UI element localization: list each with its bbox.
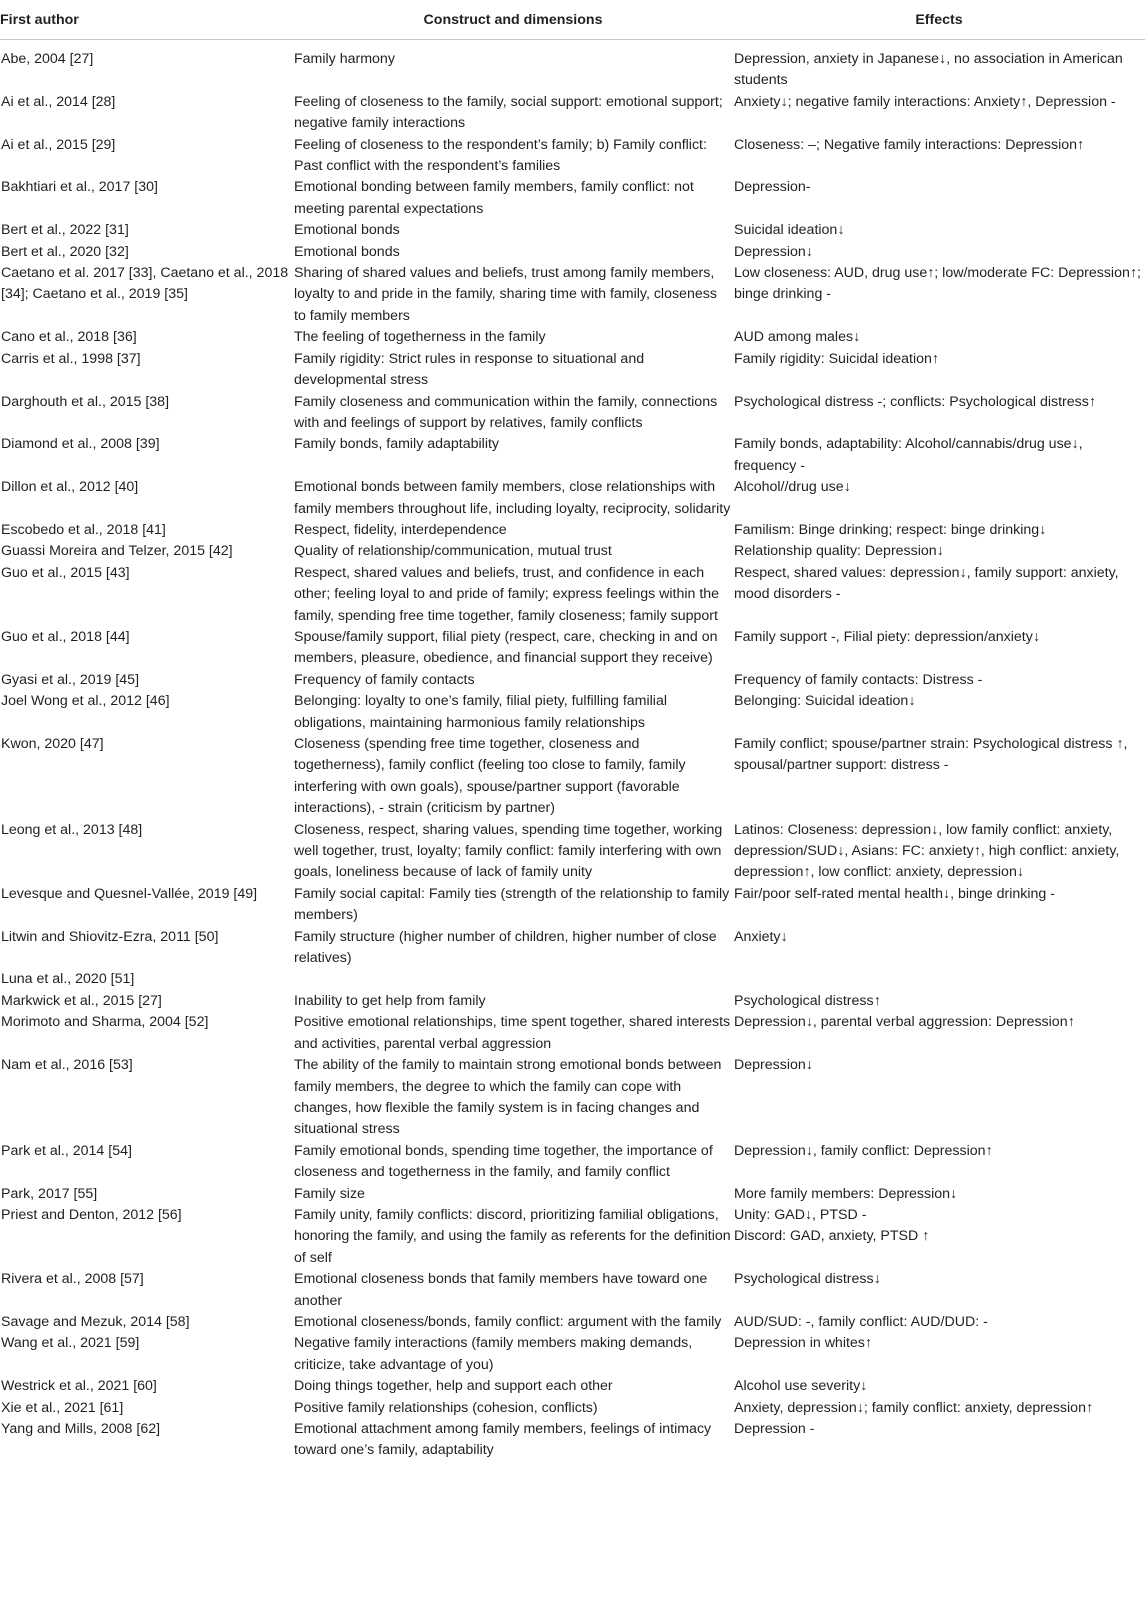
effects-cell: Family conflict; spouse/partner strain: Psychological distress ↑, spousal/partner support: distress - xyxy=(734,736,1128,774)
header-first-author: First author xyxy=(0,0,293,40)
author-cell: Gyasi et al., 2019 [45] xyxy=(1,671,140,688)
table-row xyxy=(0,220,1145,241)
author-cell: Dillon et al., 2012 [40] xyxy=(1,479,139,496)
construct-cell: Closeness (spending free time together, closeness and togetherness), family conflict (feeling too close to family, family interfering with own goals), spouse/partner support (favorable interactions), - strain (criticism by partner) xyxy=(294,736,686,817)
author-cell: Bert et al., 2020 [32] xyxy=(1,243,129,260)
table-row xyxy=(0,327,1145,348)
effects-cell: AUD/SUD: -, family conflict: AUD/DUD: - xyxy=(734,1313,988,1330)
effects-cell: Depression↓, family conflict: Depression↑ xyxy=(734,1142,993,1159)
author-cell: Bert et al., 2022 [31] xyxy=(1,222,129,239)
construct-cell: Family closeness and communication within the family, connections with and feelings of support by relatives, family conflicts xyxy=(294,393,718,431)
construct-cell: Positive emotional relationships, time spent together, shared interests and activities, parental verbal aggression xyxy=(294,1014,731,1052)
construct-cell: Emotional bonding between family members, family conflict: not meeting parental expectations xyxy=(294,179,694,217)
effects-cell: Familism: Binge drinking; respect: binge drinking↓ xyxy=(734,521,1047,538)
author-cell: Guassi Moreira and Telzer, 2015 [42] xyxy=(1,543,233,560)
effects-cell: Alcohol//drug use↓ xyxy=(734,479,851,496)
effects-cell: Depression - xyxy=(734,1421,815,1437)
author-cell: Cano et al., 2018 [36] xyxy=(1,329,137,346)
construct-cell: Family emotional bonds, spending time together, the importance of closeness and togetherness in the family, and family conflict xyxy=(294,1142,713,1181)
construct-cell: Respect, fidelity, interdependence xyxy=(294,521,507,538)
header-row xyxy=(0,0,1145,40)
author-cell: Litwin and Shiovitz-Ezra, 2011 [50] xyxy=(1,928,219,945)
table-row xyxy=(0,135,1145,178)
table-row xyxy=(0,263,1145,327)
effects-cell: AUD among males↓ xyxy=(734,329,861,346)
author-cell: Morimoto and Sharma, 2004 [52] xyxy=(1,1014,209,1031)
construct-cell: Sharing of shared values and beliefs, trust among family members, loyalty to and pride in the family, sharing time with family, closeness to family members xyxy=(294,265,717,324)
effects-cell: Alcohol use severity↓ xyxy=(734,1378,868,1395)
table-row xyxy=(0,1012,1145,1055)
effects-cell: Closeness: –; Negative family interactions: Depression↑ xyxy=(734,136,1085,153)
construct-cell: Emotional attachment among family members, feelings of intimacy toward one’s family, adaptability xyxy=(294,1421,712,1459)
effects-cell: Family rigidity: Suicidal ideation↑ xyxy=(734,350,940,367)
construct-cell: Feeling of closeness to the respondent’s family; b) Family conflict: Past conflict with the respondent’s families xyxy=(294,136,707,175)
effects-cell: Depression- xyxy=(734,179,811,196)
author-cell: Bakhtiari et al., 2017 [30] xyxy=(1,179,158,196)
effects-cell xyxy=(733,969,1145,990)
table-row xyxy=(0,1312,1145,1333)
table-row xyxy=(0,927,1145,970)
author-cell: Escobedo et al., 2018 [41] xyxy=(1,521,166,538)
author-cell: Wang et al., 2021 [59] xyxy=(1,1335,140,1352)
table-row xyxy=(0,627,1145,670)
table-row xyxy=(0,691,1145,734)
construct-cell: Positive family relationships (cohesion, conflicts) xyxy=(294,1399,598,1416)
table-row xyxy=(0,734,1145,820)
construct-cell: Belonging: loyalty to one’s family, filial piety, fulfilling familial obligations, maintaining harmonious family relationships xyxy=(294,693,667,731)
table-header xyxy=(0,0,1145,40)
construct-cell: Quality of relationship/communication, mutual trust xyxy=(294,543,612,560)
effects-cell: Unity: GAD↓, PTSD - Discord: GAD, anxiety, PTSD ↑ xyxy=(734,1206,930,1245)
author-cell: Xie et al., 2021 [61] xyxy=(1,1399,124,1416)
table-row xyxy=(0,349,1145,392)
effects-cell: Psychological distress↑ xyxy=(734,992,881,1009)
table-row xyxy=(0,92,1145,135)
table-row xyxy=(0,40,1145,92)
effects-cell: Anxiety, depression↓; family conflict: anxiety, depression↑ xyxy=(734,1399,1094,1416)
table-row xyxy=(0,1269,1145,1312)
table-row xyxy=(0,177,1145,220)
effects-cell: Psychological distress↓ xyxy=(734,1271,881,1288)
table-row xyxy=(0,1141,1145,1184)
author-cell: Luna et al., 2020 [51] xyxy=(1,971,135,988)
table-row xyxy=(0,541,1145,562)
table-body xyxy=(0,40,1145,1462)
author-cell: Savage and Mezuk, 2014 [58] xyxy=(1,1313,190,1330)
table-row xyxy=(0,1419,1145,1462)
construct-cell: Emotional bonds xyxy=(294,222,400,239)
table-row xyxy=(0,563,1145,627)
effects-cell: Family bonds, adaptability: Alcohol/cannabis/drug use↓, frequency - xyxy=(734,436,1083,474)
construct-cell: Inability to get help from family xyxy=(294,992,486,1009)
effects-cell: Family support -, Filial piety: depression/anxiety↓ xyxy=(734,628,1040,645)
table-row xyxy=(0,242,1145,263)
author-cell: Guo et al., 2018 [44] xyxy=(1,628,130,645)
table-row xyxy=(0,477,1145,520)
author-cell: Priest and Denton, 2012 [56] xyxy=(1,1206,182,1223)
effects-cell: Belonging: Suicidal ideation↓ xyxy=(734,693,916,710)
author-cell: Markwick et al., 2015 [27] xyxy=(1,992,162,1009)
table-row xyxy=(0,520,1145,541)
table-row xyxy=(0,392,1145,435)
author-cell: Darghouth et al., 2015 [38] xyxy=(1,393,170,410)
table-row xyxy=(0,820,1145,884)
author-cell: Carris et al., 1998 [37] xyxy=(1,350,141,367)
construct-cell: Spouse/family support, filial piety (respect, care, checking in and on members, pleasure, obedience, and financial support they receive) xyxy=(294,628,718,667)
construct-cell: Emotional bonds between family members, close relationships with family members throughout life, including loyalty, reciprocity, solidarity xyxy=(294,479,731,517)
author-cell: Levesque and Quesnel-Vallée, 2019 [49] xyxy=(1,885,258,902)
construct-cell: The ability of the family to maintain strong emotional bonds between family members, the degree to which the family can cope with changes, how flexible the family system is in facing changes and situational stress xyxy=(294,1057,722,1138)
effects-cell: Depression↓, parental verbal aggression: Depression↑ xyxy=(734,1014,1075,1031)
construct-cell: Closeness, respect, sharing values, spending time together, working well together, trust, loyalty; family conflict: family interfering with own goals, loneliness because of lack of family unity xyxy=(294,821,723,881)
construct-cell: Respect, shared values and beliefs, trust, and confidence in each other; feeling loyal to and pride of family; express feelings within the family, spending free time together, family closeness; family support xyxy=(294,564,720,624)
effects-cell: More family members: Depression↓ xyxy=(734,1185,958,1202)
author-cell: Ai et al., 2015 [29] xyxy=(1,136,116,153)
effects-cell: Latinos: Closeness: depression↓, low family conflict: anxiety, depression/SUD↓, Asians: FC: anxiety↑, high conflict: anxiety, depression↑, low conflict: anxiety, depression↓ xyxy=(734,821,1120,881)
table-row xyxy=(0,1398,1145,1419)
author-cell: Abe, 2004 [27] xyxy=(1,51,94,67)
effects-cell: Anxiety↓ xyxy=(734,928,788,945)
construct-cell: Feeling of closeness to the family, social support: emotional support; negative family interactions xyxy=(294,93,723,132)
effects-cell: Low closeness: AUD, drug use↑; low/moderate FC: Depression↑; binge drinking - xyxy=(734,265,1141,303)
construct-cell: Emotional closeness/bonds, family conflict: argument with the family xyxy=(294,1313,722,1330)
table-row xyxy=(0,670,1145,691)
author-cell: Park et al., 2014 [54] xyxy=(1,1142,132,1159)
author-cell: Guo et al., 2015 [43] xyxy=(1,564,130,581)
construct-cell: Emotional closeness bonds that family members have toward one another xyxy=(294,1271,708,1309)
author-cell: Rivera et al., 2008 [57] xyxy=(1,1271,144,1288)
construct-cell: Family social capital: Family ties (strength of the relationship to family members) xyxy=(294,885,730,924)
author-cell: Ai et al., 2014 [28] xyxy=(1,93,116,110)
table-row xyxy=(0,1205,1145,1269)
author-cell: Caetano et al. 2017 [33], Caetano et al., 2018 [34]; Caetano et al., 2019 [35] xyxy=(1,265,289,303)
author-cell: Joel Wong et al., 2012 [46] xyxy=(1,693,170,710)
author-cell: Kwon, 2020 [47] xyxy=(1,736,104,752)
table-row xyxy=(0,1333,1145,1376)
effects-cell: Suicidal ideation↓ xyxy=(734,222,845,239)
author-cell: Westrick et al., 2021 [60] xyxy=(1,1378,157,1395)
table-row xyxy=(0,969,1145,990)
table-row xyxy=(0,884,1145,927)
author-cell: Yang and Mills, 2008 [62] xyxy=(1,1421,161,1437)
header-construct: Construct and dimensions xyxy=(293,0,733,40)
effects-cell: Depression↓ xyxy=(734,243,813,260)
construct-cell: Family harmony xyxy=(294,51,395,67)
effects-cell: Frequency of family contacts: Distress - xyxy=(734,671,983,688)
table-row xyxy=(0,1376,1145,1397)
construct-cell: Family size xyxy=(294,1185,365,1202)
effects-cell: Psychological distress -; conflicts: Psychological distress↑ xyxy=(734,393,1096,410)
construct-cell xyxy=(293,969,733,990)
effects-cell: Relationship quality: Depression↓ xyxy=(734,543,944,560)
effects-cell: Fair/poor self-rated mental health↓, binge drinking - xyxy=(734,885,1055,902)
table-row xyxy=(0,1184,1145,1205)
header-effects: Effects xyxy=(733,0,1145,40)
author-cell: Park, 2017 [55] xyxy=(1,1185,98,1202)
author-cell: Nam et al., 2016 [53] xyxy=(1,1057,133,1074)
effects-cell: Depression in whites↑ xyxy=(734,1335,872,1352)
construct-cell: Emotional bonds xyxy=(294,243,400,260)
effects-cell: Depression, anxiety in Japanese↓, no association in American students xyxy=(734,51,1123,89)
effects-cell: Depression↓ xyxy=(734,1057,813,1074)
construct-cell: Family unity, family conflicts: discord, prioritizing familial obligations, honoring the family, and using the family as referents for the definition of self xyxy=(294,1206,731,1266)
construct-cell: The feeling of togetherness in the family xyxy=(294,329,546,346)
effects-cell: Respect, shared values: depression↓, family support: anxiety, mood disorders - xyxy=(734,564,1119,603)
author-cell: Diamond et al., 2008 [39] xyxy=(1,436,160,453)
construct-cell: Family rigidity: Strict rules in response to situational and developmental stress xyxy=(294,350,645,389)
construct-cell: Doing things together, help and support each other xyxy=(294,1378,613,1395)
construct-cell: Negative family interactions (family members making demands, criticize, take advantage of you) xyxy=(294,1335,693,1373)
table-row xyxy=(0,1055,1145,1141)
author-cell: Leong et al., 2013 [48] xyxy=(1,821,143,838)
construct-cell: Family bonds, family adaptability xyxy=(294,436,500,453)
table-row xyxy=(0,434,1145,477)
table-row xyxy=(0,991,1145,1012)
effects-cell: Anxiety↓; negative family interactions: Anxiety↑, Depression - xyxy=(734,93,1116,110)
construct-cell: Family structure (higher number of children, higher number of close relatives) xyxy=(294,928,717,967)
construct-cell: Frequency of family contacts xyxy=(294,671,475,688)
